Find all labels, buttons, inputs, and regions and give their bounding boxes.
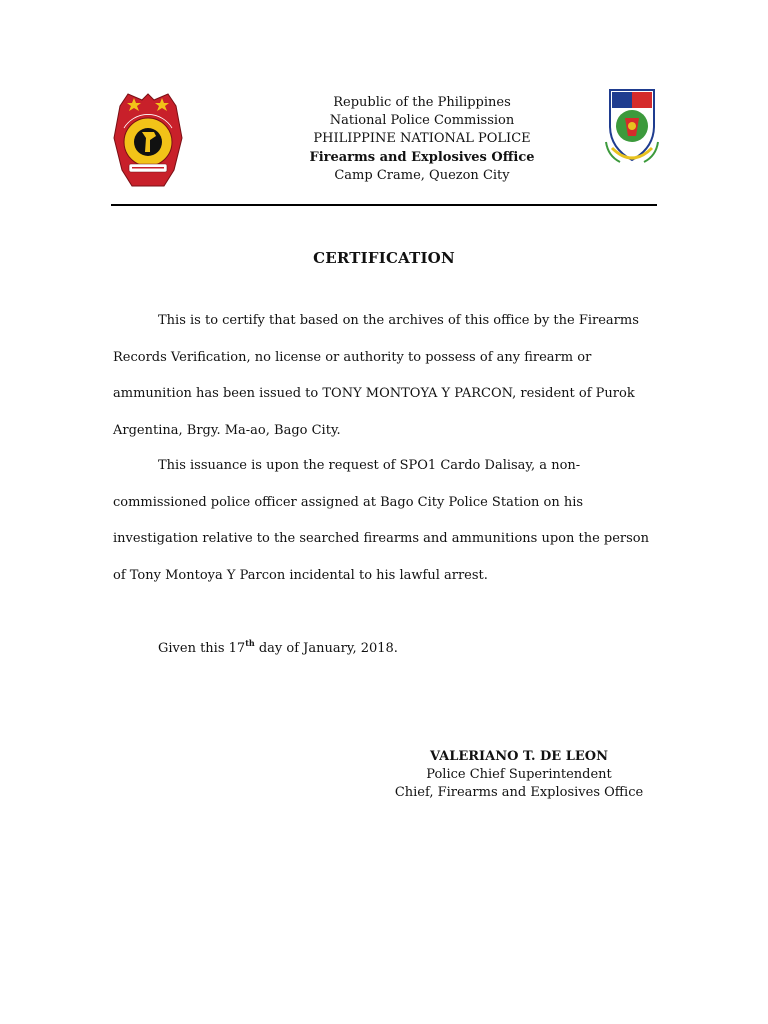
header-address: Camp Crame, Quezon City <box>334 167 510 183</box>
signatory-name: VALERIANO T. DE LEON <box>430 749 608 764</box>
header-divider <box>111 204 657 206</box>
signatory-rank: Police Chief Superintendent <box>426 767 612 783</box>
header-office: Firearms and Explosives Office <box>309 149 535 165</box>
feo-seal-icon <box>598 82 666 168</box>
paragraph-1-text: This is to certify that based on the archives of this office by the Firearms Records Verification, no license or authority to possess of any firearm or ammunition has been issued to TONY MONTOYA Y PARCON, resident of Purok Argentina, Brgy. Ma-ao, Bago City. <box>113 313 639 438</box>
signatory-position: Chief, Firearms and Explosives Office <box>394 785 644 801</box>
header-napolcom: National Police Commission <box>329 113 515 129</box>
given-suffix: day of January, 2018. <box>254 641 398 656</box>
body-paragraph-1 <box>113 303 658 449</box>
given-date-line <box>158 638 398 656</box>
document-title: CERTIFICATION <box>313 249 455 267</box>
letterhead <box>272 94 572 185</box>
signature-block <box>380 748 658 803</box>
body-paragraph-2 <box>113 448 658 594</box>
header-republic: Republic of the Philippines <box>333 95 511 110</box>
given-prefix: Given this 17 <box>158 641 246 656</box>
pnp-seal-icon <box>112 92 184 188</box>
header-pnp: PHILIPPINE NATIONAL POLICE <box>313 131 531 147</box>
given-ordinal-suffix: th <box>245 638 255 648</box>
paragraph-2-text: This issuance is upon the request of SPO1 Cardo Dalisay, a non-commissioned police officer assigned at Bago City Police Station on his investigation relative to the searched firearms and ammunitions upon the person of Tony Montoya Y Parcon incidental to his lawful arrest. <box>113 458 650 583</box>
